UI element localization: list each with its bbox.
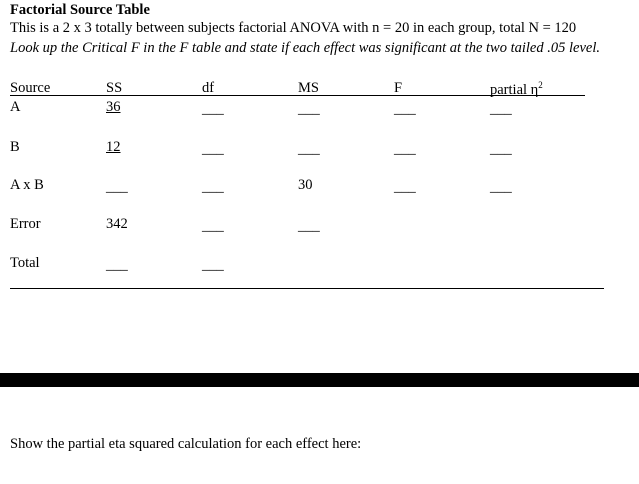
row-b-source: B [10, 139, 20, 155]
row-error-source: Error [10, 216, 41, 232]
row-axb-ss-blank: ___ [106, 179, 128, 195]
row-b-f-blank: ___ [394, 141, 416, 157]
row-total-source: Total [10, 255, 40, 271]
row-error-ss: 342 [106, 216, 128, 232]
row-a-f-blank: ___ [394, 101, 416, 117]
row-axb-f-blank: ___ [394, 179, 416, 195]
row-axb-source: A x B [10, 177, 44, 193]
row-axb-ms: 30 [298, 177, 313, 193]
row-axb-eta-blank: ___ [490, 179, 512, 195]
section-separator-bar [0, 373, 639, 387]
row-total-df-blank: ___ [202, 257, 224, 273]
header-df: df [202, 80, 215, 96]
header-source: Source [10, 80, 51, 96]
header-partial-eta-label: partial η [490, 82, 539, 98]
row-b-ss: 12 [106, 139, 121, 155]
table-bottom-rule [10, 288, 604, 289]
calculation-prompt: Show the partial eta squared calculation for each effect here: [10, 436, 362, 452]
header-divider [10, 95, 585, 96]
row-axb-df-blank: ___ [202, 179, 224, 195]
row-error-df-blank: ___ [202, 218, 224, 234]
row-b-df-blank: ___ [202, 141, 224, 157]
row-a-df-blank: ___ [202, 101, 224, 117]
row-error-ms-blank: ___ [298, 218, 320, 234]
row-a-source: A [10, 99, 21, 115]
header-partial-eta-superscript: 2 [538, 80, 543, 90]
row-total-ss-blank: ___ [106, 257, 128, 273]
row-a-eta-blank: ___ [490, 101, 512, 117]
row-b-ms-blank: ___ [298, 141, 320, 157]
row-a-ss: 36 [106, 99, 121, 115]
document-title: Factorial Source Table [10, 2, 150, 18]
header-partial-eta [490, 80, 543, 99]
instructions: Look up the Critical F in the F table and state if each effect was significant at the two tailed .05 level. [10, 40, 600, 56]
row-a-ms-blank: ___ [298, 101, 320, 117]
header-f: F [394, 80, 403, 96]
header-ss: SS [106, 80, 123, 96]
problem-description: This is a 2 x 3 totally between subjects factorial ANOVA with n = 20 in each group, total N = 120 [10, 20, 577, 36]
row-b-eta-blank: ___ [490, 141, 512, 157]
header-ms: MS [298, 80, 319, 96]
